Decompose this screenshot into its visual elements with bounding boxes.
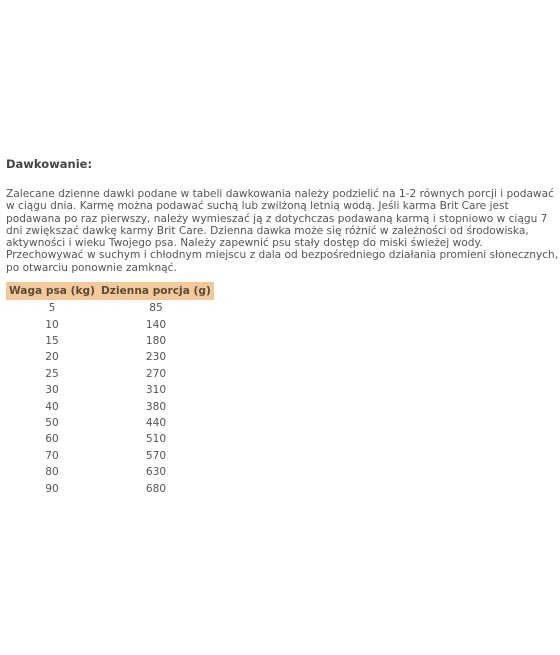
instruction-line: dni zwiększać dawkę karmy Brit Care. Dzienna dawka może się różnić w zależności od środowiska,	[6, 224, 529, 237]
dosing-section	[6, 156, 559, 497]
instruction-line: w ciągu dnia. Karmę można podawać suchą lub zwilżoną letnią wodą. Jeśli karma Brit Care jest	[6, 200, 509, 213]
table-row	[6, 382, 214, 398]
section-heading: Dawkowanie:	[6, 157, 93, 171]
table-row	[6, 480, 214, 496]
portion-cell: 630	[145, 466, 167, 479]
table-row	[6, 316, 214, 332]
table-row	[6, 431, 214, 447]
table-row	[6, 415, 214, 431]
table-row	[6, 464, 214, 480]
weight-cell: 60	[45, 433, 59, 446]
weight-cell: 50	[45, 417, 59, 429]
table-row	[6, 349, 214, 365]
weight-cell: 30	[45, 384, 59, 397]
portion-cell: 140	[145, 318, 167, 331]
table-row	[6, 333, 214, 349]
portion-cell: 310	[145, 384, 167, 397]
portion-cell: 270	[145, 367, 167, 380]
weight-cell: 25	[45, 367, 59, 380]
table-row	[6, 300, 214, 316]
portion-cell: 230	[145, 351, 167, 364]
instruction-line: podawana po raz pierwszy, należy wymieszać ją z dotychczas podawaną karmą i stopniowo w ciągu 7	[6, 212, 548, 225]
weight-cell: 90	[45, 482, 59, 495]
table-row	[6, 448, 214, 464]
portion-cell: 510	[145, 433, 167, 446]
weight-cell: 15	[45, 335, 59, 348]
table-header-row	[6, 282, 214, 300]
header-daily-portion: Dzienna porcja (g)	[98, 282, 214, 300]
portion-cell: 570	[145, 449, 167, 462]
instruction-line: po otwarciu ponownie zamknąć.	[6, 261, 177, 274]
instruction-line: aktywności i wieku Twojego psa. Należy zapewnić psu stały dostęp do miski świeżej wody.	[6, 237, 483, 250]
instruction-line: Zalecane dzienne dawki podane w tabeli dawkowania należy podzielić na 1-2 równych porcji i podawać	[6, 188, 554, 200]
weight-cell: 70	[45, 449, 59, 462]
dosing-table	[6, 282, 214, 497]
weight-cell: 40	[45, 400, 59, 413]
portion-cell: 180	[145, 335, 167, 348]
table-row	[6, 398, 214, 414]
portion-cell: 85	[149, 302, 163, 315]
weight-cell: 80	[45, 466, 59, 479]
instruction-line: Przechowywać w suchym i chłodnym miejscu z dala od bezpośredniego działania promieni słonecznych,	[6, 249, 559, 262]
table-row	[6, 366, 214, 382]
portion-cell: 380	[145, 400, 167, 413]
weight-cell: 10	[45, 318, 59, 331]
weight-cell: 20	[45, 351, 59, 364]
weight-cell: 5	[48, 302, 56, 315]
portion-cell: 680	[145, 482, 167, 495]
dosing-instructions	[6, 188, 559, 274]
header-dog-weight: Waga psa (kg)	[6, 282, 98, 300]
portion-cell: 440	[145, 417, 167, 429]
